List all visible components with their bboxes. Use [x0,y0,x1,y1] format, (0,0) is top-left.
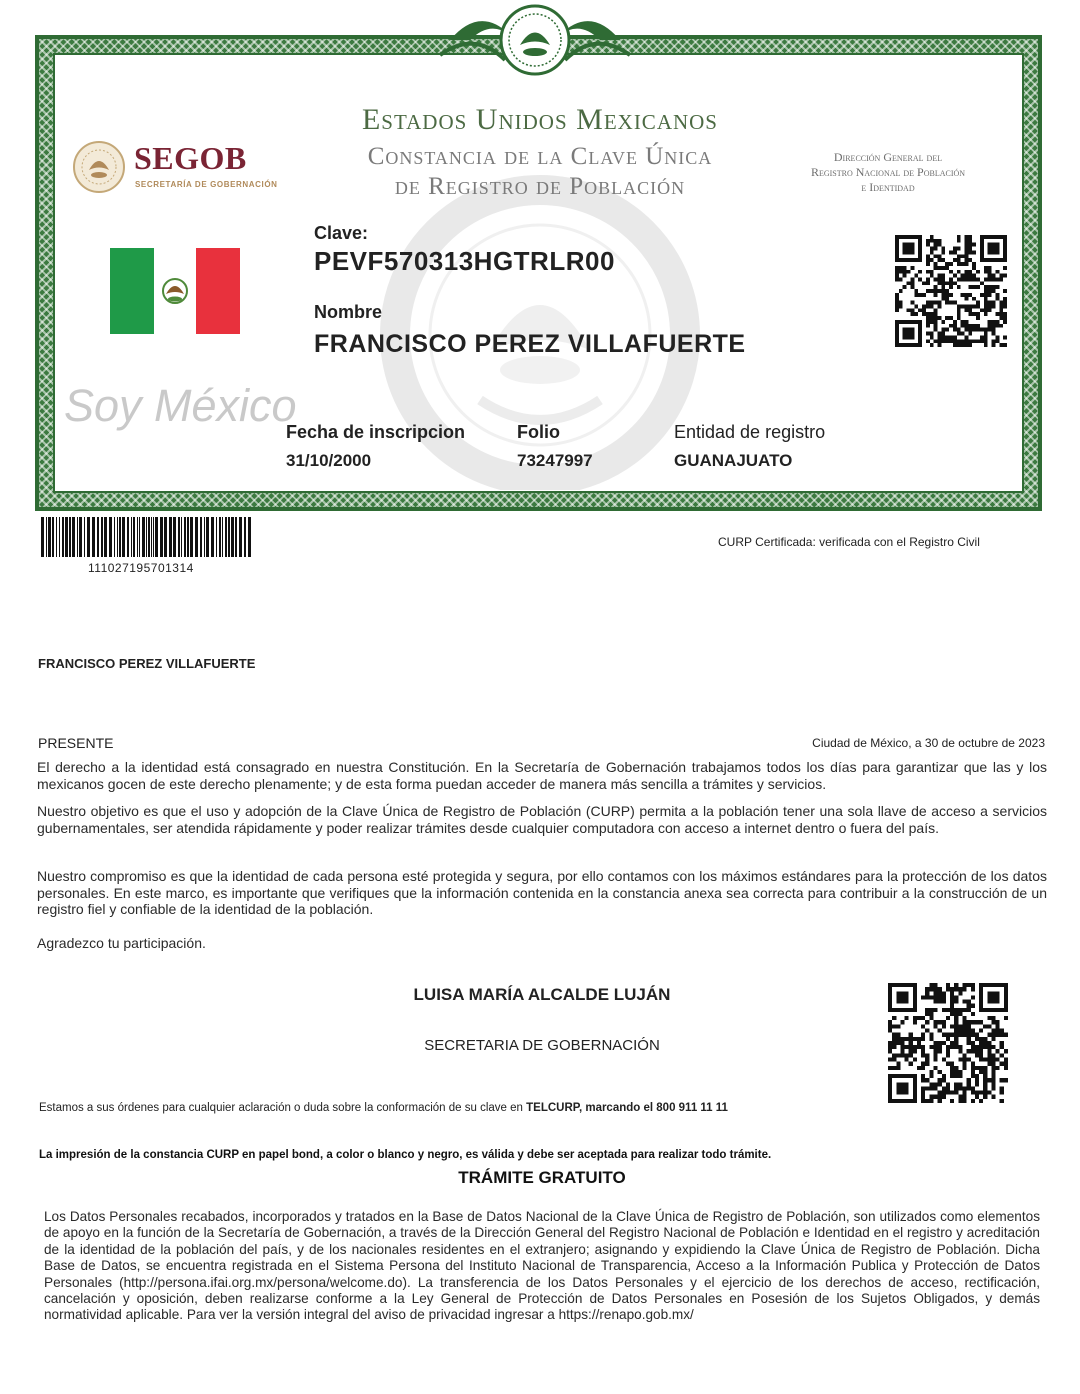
fecha-inscripcion-label: Fecha de inscripcion [286,422,466,442]
segob-logo-subtitle: SECRETARÍA DE GOBERNACIÓN [135,180,278,189]
clave-label: Clave: [314,223,369,243]
entidad-registro-value: GUANAJUATO [674,451,793,470]
dgr-line-2: Registro Nacional de Población [810,165,966,179]
privacy-notice: Los Datos Personales recabados, incorporados y tratados en la Base de Datos Nacional de la Clave Única de Registro de Población, son utilizados como elementos de apoyo en la función de la Secretaría de Gobernación, a través de la Dirección General del Registro Nacional de Población e Identidad en el registro y acreditación de la identidad de la población del país, y de los nacionales residentes en el extranjero; asignando y expidiendo la Clave Única de Registro de Población. Dicha Base de Datos, se encuentra registrada en el Sistema Persona del Instituto Nacional de Transparencia, Acceso a la Información Publica y Protección de Datos Personales (http://persona.ifai.org.mx/persona/welcome.do). La transferencia de los Datos Personales y el ejercicio de los derechos de acceso, rectificación, cancelación y oposición, deben realizarse conforme a la Ley General de Protección de Datos Personales en Posesión de los Sujetos Obligados, y demás normatividad aplicable. Para ver la versión integral del aviso de privacidad ingresar a https://renapo.gob.mx/ [44,1209,1040,1323]
validity-notice: La impresión de la constancia CURP en papel bond, a color o blanco y negro, es válida y debe ser aceptada para realizar todo trámite. [39,1149,772,1161]
letter-paragraph-4: Agradezco tu participación. [37,935,206,951]
recipient-name: FRANCISCO PEREZ VILLAFUERTE [38,656,256,671]
nombre-value: FRANCISCO PEREZ VILLAFUERTE [314,330,746,358]
letter-paragraph-1: El derecho a la identidad está consagrado en nuestra Constitución. En la Secretaría de Gobernación trabajamos todos los días para garantizar que las y los mexicanos gocen de este derecho plenamente; y de esta forma puedan acceder de manera más sencilla a trámites y servicios. [37,759,1047,792]
certificate-qr-code-icon [895,235,1007,347]
folio-value: 73247997 [517,451,593,470]
signer-name: LUISA MARÍA ALCALDE LUJÁN [413,985,671,1004]
segob-logo-text: SEGOB [134,140,247,176]
contact-text: Estamos a sus órdenes para cualquier aclaración o duda sobre la conformación de su clave en [39,1102,527,1114]
fecha-inscripcion-value: 31/10/2000 [286,451,372,470]
title-estados-unidos-mexicanos: Estados Unidos Mexicanos [361,103,718,136]
dgr-line-1: Dirección General del [833,150,943,164]
signature-qr-code-icon [888,983,1008,1103]
contact-line [39,1102,728,1114]
signer-title: SECRETARIA DE GOBERNACIÓN [424,1037,660,1054]
mexico-flag-icon [110,248,240,334]
nombre-label: Nombre [314,302,383,322]
title-constancia-line-2: de Registro de Población [394,173,686,200]
tramite-gratuito-heading: TRÁMITE GRATUITO [458,1168,626,1187]
top-seal-ornament-icon [440,0,630,80]
letter-paragraph-3: Nuestro compromiso es que la identidad de cada persona esté protegida y segura, por ello contamos con los máximos estándares para la protección de los datos personales. En este marco, es importante que verifiques que la información contenida en la constancia anexa sea correcta para contribuir a la construcción de un registro fiel y confiable de la identidad de la población. [37,868,1047,917]
soy-mexico-slogan: Soy México [64,380,297,431]
letter-date: Ciudad de México, a 30 de octubre de 2023 [812,736,1045,750]
barcode-icon [41,517,253,557]
folio-label: Folio [517,422,560,442]
title-constancia-line-1: Constancia de la Clave Única [367,143,713,170]
letter-paragraph-2: Nuestro objetivo es que el uso y adopción de la Clave Única de Registro de Población (CURP) permita a la población tener una sola llave de acceso a servicios gubernamentales, ser atendida rápidamente y poder realizar trámites desde cualquier computadora con acceso a internet dentro o fuera del país. [37,803,1047,836]
entidad-registro-label: Entidad de registro [674,422,826,442]
curp-certificada-note: CURP Certificada: verificada con el Registro Civil [718,535,980,549]
dgr-line-3: e Identidad [861,180,915,194]
barcode-number: 111027195701314 [88,561,194,575]
telcurp-phone: TELCURP, marcando el 800 911 11 11 [526,1102,728,1114]
presente-label: PRESENTE [38,735,114,751]
segob-seal-icon [72,140,126,194]
clave-value: PEVF570313HGTRLR00 [314,246,615,276]
